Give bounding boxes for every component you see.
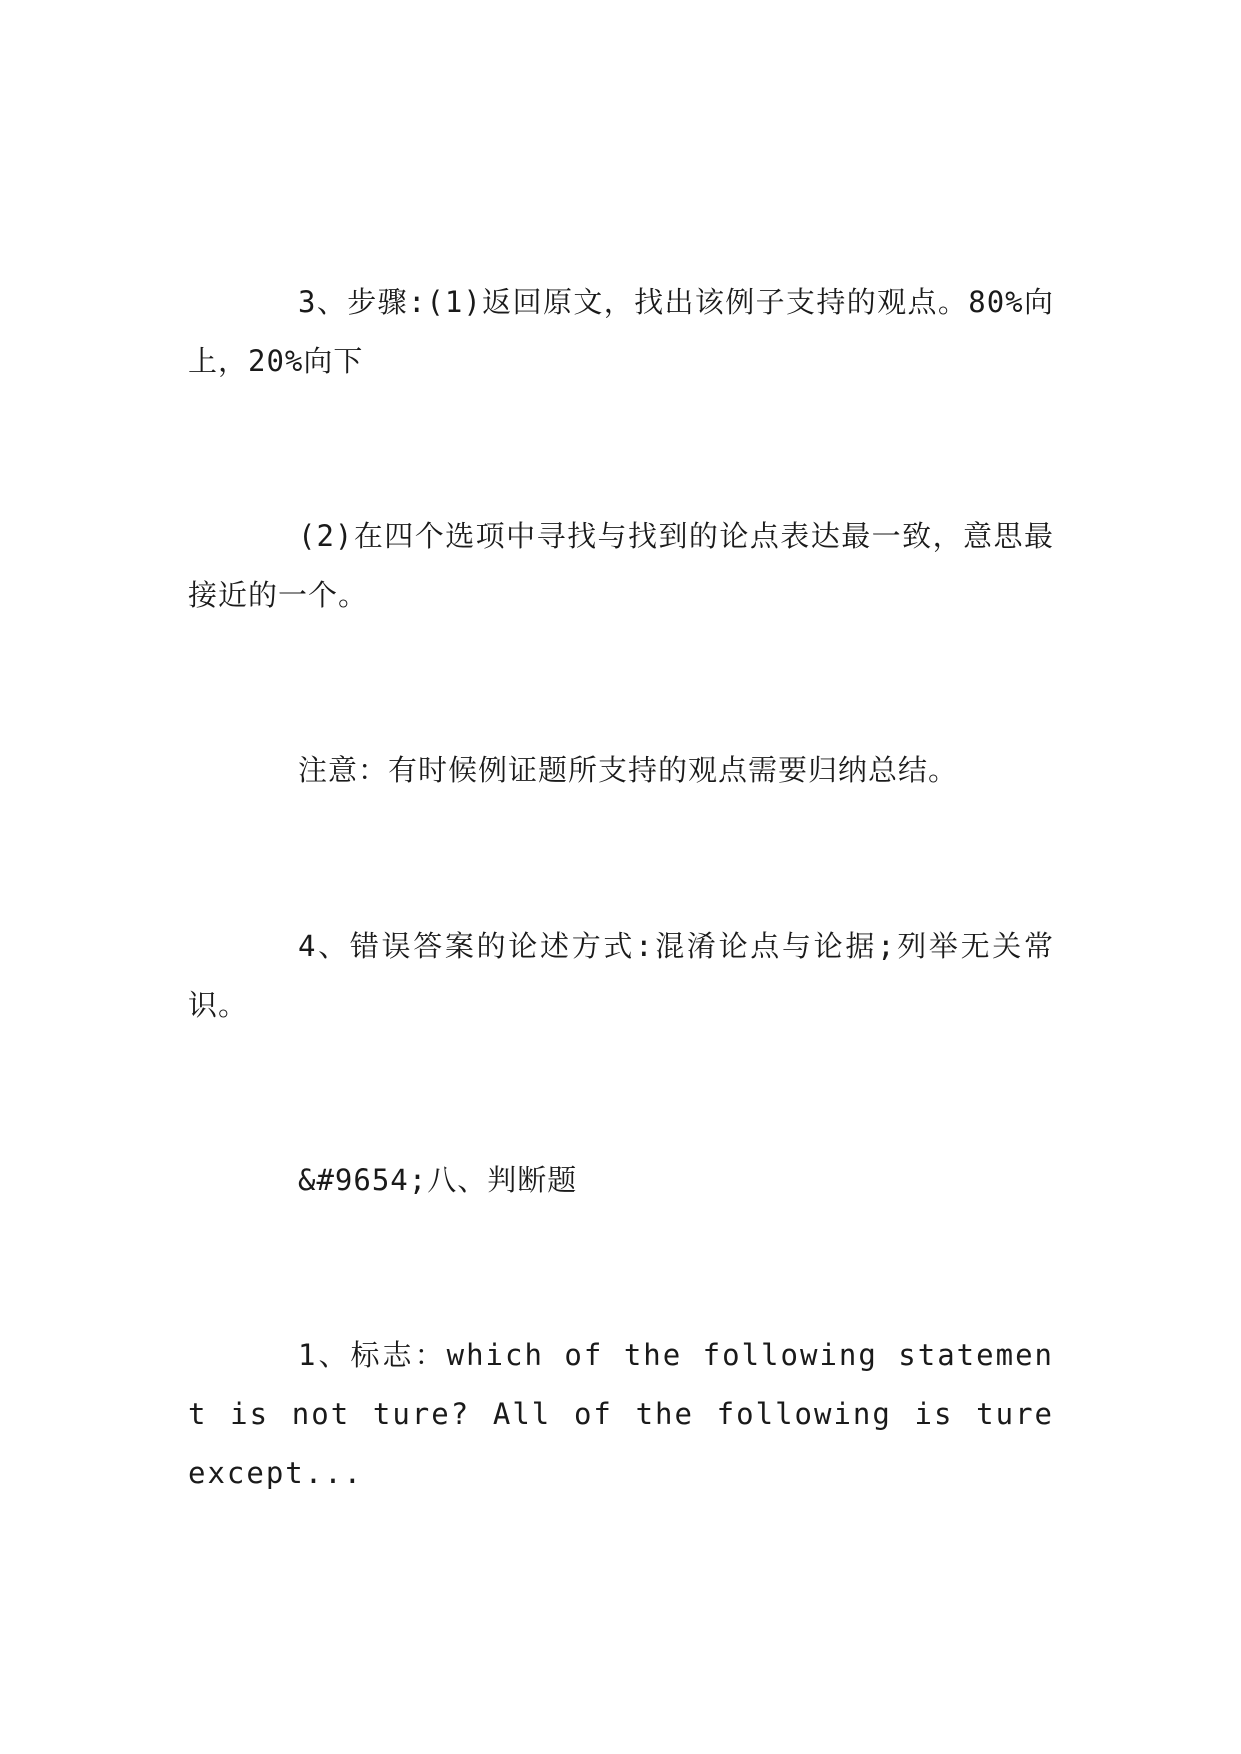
paragraph-steps: 3、步骤:(1)返回原文，找出该例子支持的观点。80%向上，20%向下 [188,285,1054,378]
paragraph-wrong-answers: 4、错误答案的论述方式:混淆论点与论据;列举无关常识。 [188,929,1054,1022]
paragraph-step-2: (2)在四个选项中寻找与找到的论点表达最一致，意思最接近的一个。 [188,519,1054,612]
section-heading: &#9654;八、判断题 [298,1163,578,1197]
paragraph-markers: 1、标志：which of the following statement is not ture? All of the following is ture except... [188,1338,1054,1490]
paragraph-note: 注意：有时候例证题所支持的观点需要归纳总结。 [298,753,959,787]
